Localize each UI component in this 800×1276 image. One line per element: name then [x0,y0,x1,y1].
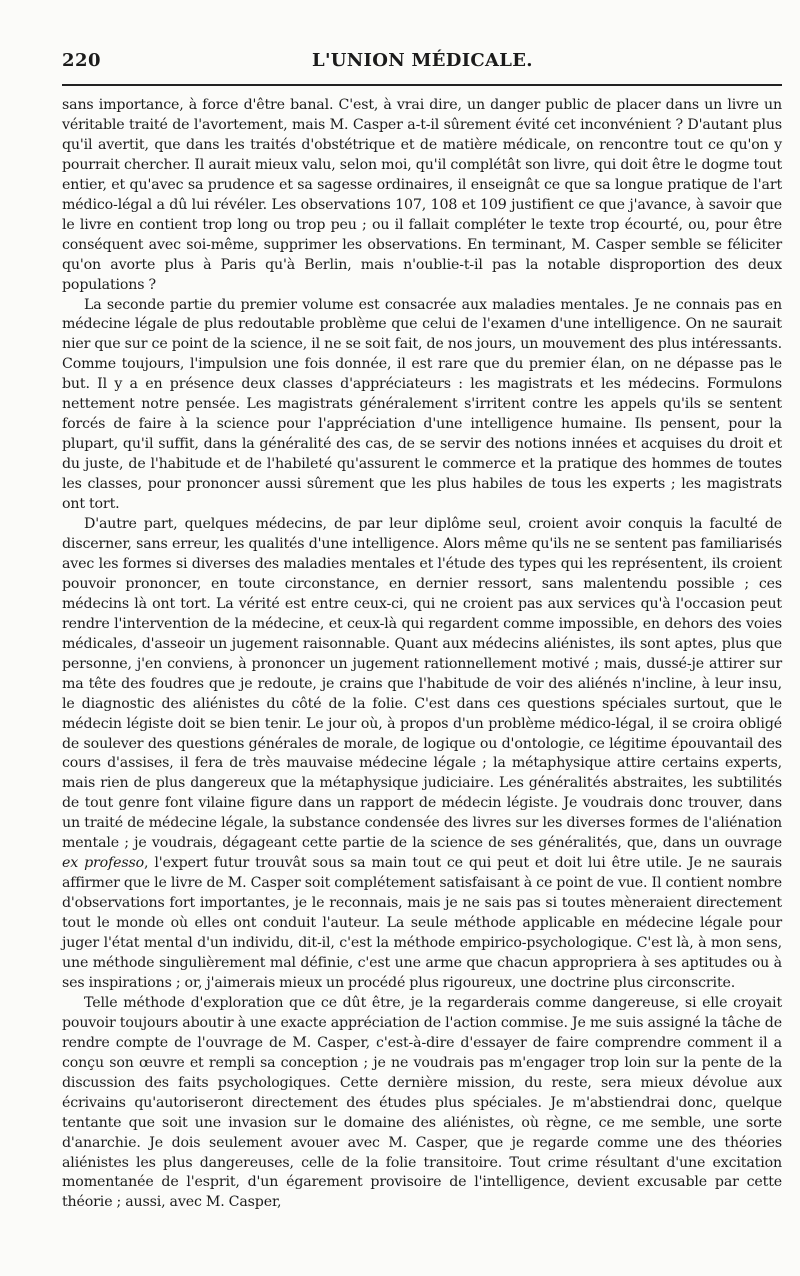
running-title: L'UNION MÉDICALE. [312,50,533,71]
paragraph [62,515,782,994]
paragraph-text: D'autre part, quelques médecins, de par leur diplôme seul, croient avoir conquis la faculté de discerner, sans erreur, les qualités d'une intelligence. Alors même qu'ils ne se sentent pas familiarisés avec les formes si diverses des maladies mentales et l'étude des types qui les représentent, ils croient pouvoir prononcer, en toute circonstance, en dernier ressort, sans malentendu possible ; ces médecins là ont tort. La vérité est entre ceux-ci, qui ne croient pas aux services qu'à l'occasion peut rendre l'intervention de la médecine, et ceux-là qui regardent comme impossible, en dehors des voies médicales, d'asseoir un jugement raisonnable. Quant aux médecins aliénistes, ils sont aptes, plus que personne, j'en conviens, à prononcer un jugement rationnellement motivé ; mais, dussé-je attirer sur ma tête des foudres que je redoute, je crains que l'habitude de voir des aliénés n'incline, à leur insu, le diagnostic des aliénistes du côté de la folie. C'est dans ces questions spéciales surtout, que le médecin légiste doit se bien tenir. Le jour où, à propos d'un problème médico-légal, il se croira obligé de soulever des questions générales de morale, de logique ou d'ontologie, ce légitime épouvantail des cours d'assises, il fera de très mauvaise médecine légale ; la métaphysique attire certains experts, mais rien de plus dangereux que la métaphysique judiciaire. Les généralités abstraites, les subtilités de tout genre font vilaine figure dans un rapport de médecin légiste. Je voudrais donc trouver, dans un traité de médecine légale, la substance condensée des livres sur les diverses formes de l'aliénation mentale ; je voudrais, dégageant cette partie de la science de ses généralités, que, dans un ouvrage [62,516,782,852]
paragraph-text-continued: , l'expert futur trouvât sous sa main tout ce qui peut et doit lui être utile. Je ne saurais affirmer que le livre de M. Casper soit complétement satisfaisant à ce point de vue. Il contient nombre d'observations fort importantes, je le reconnais, mais je ne sais pas si toutes mèneraient directement tout le monde où elles ont conduit l'auteur. La seule méthode applicable en médecine légale pour juger l'état mental d'un individu, dit-il, c'est la méthode empirico-psychologique. C'est là, à mon sens, une méthode singulièrement mal définie, c'est une arme que chacun appropriera à ses aptitudes ou à ses inspirations ; or, j'aimerais mieux un procédé plus rigoureux, une doctrine plus circonscrite. [62,855,782,991]
page-header [62,50,782,78]
body-text [62,96,782,1213]
paragraph: Telle méthode d'exploration que ce dût être, je la regarderais comme dangereuse, si elle croyait pouvoir toujours aboutir à une exacte appréciation de l'action commise. Je me suis assigné la tâche de rendre compte de l'ouvrage de M. Casper, c'est-à-dire d'essayer de faire comprendre comment il a conçu son œuvre et rempli sa conception ; je ne voudrais pas m'engager trop loin sur la pente de la discussion des faits psychologiques. Cette dernière mission, du reste, sera mieux dévolue aux écrivains qu'autoriseront directement des études plus spéciales. Je m'abstiendrai donc, quelque tentante que soit une invasion sur le domaine des aliénistes, où règne, ce me semble, une sorte d'anarchie. Je dois seulement avouer avec M. Casper, que je regarde comme une des théories aliénistes les plus dangereuses, celle de la folie transitoire. Tout crime résultant d'une excitation momentanée de l'esprit, d'un égarement provisoire de l'intelligence, devient excusable par cette théorie ; aussi, avec M. Casper, [62,994,782,1211]
paragraph: La seconde partie du premier volume est consacrée aux maladies mentales. Je ne connais pas en médecine légale de plus redoutable problème que celui de l'examen d'une intelligence. On ne saurait nier que sur ce point de la science, il ne se soit fait, de nos jours, un mouvement des plus intéressants. Comme toujours, l'impulsion une fois donnée, il est rare que du premier élan, on ne dépasse pas le but. Il y a en présence deux classes d'appréciateurs : les magistrats et les médecins. Formulons nettement notre pensée. Les magistrats généralement s'irritent contre les appels qu'ils se sentent forcés de faire à la science pour l'appréciation d'une intelligence humaine. Ils pensent, pour la plupart, qu'il suffit, dans la généralité des cas, de se servir des notions innées et acquises du droit et du juste, de l'habitude et de l'habileté qu'assurent le commerce et la pratique des hommes de toutes les classes, pour prononcer aussi sûrement que les plus habiles de tous les experts ; les magistrats ont tort. [62,296,782,513]
page-number: 220 [62,50,102,71]
paragraph: sans importance, à force d'être banal. C'est, à vrai dire, un danger public de placer dans un livre un véritable traité de l'avortement, mais M. Casper a-t-il sûrement évité cet inconvénient ? D'autant plus qu'il avertit, que dans les traités d'obstétrique et de matière médicale, on rencontre tout ce qu'on y pourrait chercher. Il aurait mieux valu, selon moi, qu'il complétât son livre, qui doit être le dogme tout entier, et qu'avec sa prudence et sa sagesse ordinaires, il enseignât ce que sa longue pratique de l'art médico-légal a dû lui révéler. Les observations 107, 108 et 109 justifient ce que j'avance, à savoir que le livre en contient trop long ou trop peu ; ou il fallait compléter le texte trop écourté, ou, pour être conséquent avec soi-même, supprimer les observations. En terminant, M. Casper semble se féliciter qu'on avorte plus à Paris qu'à Berlin, mais n'oublie-t-il pas la notable disproportion des deux populations ? [62,97,782,293]
italic-phrase: ex professo [62,855,145,872]
header-rule [62,84,782,86]
